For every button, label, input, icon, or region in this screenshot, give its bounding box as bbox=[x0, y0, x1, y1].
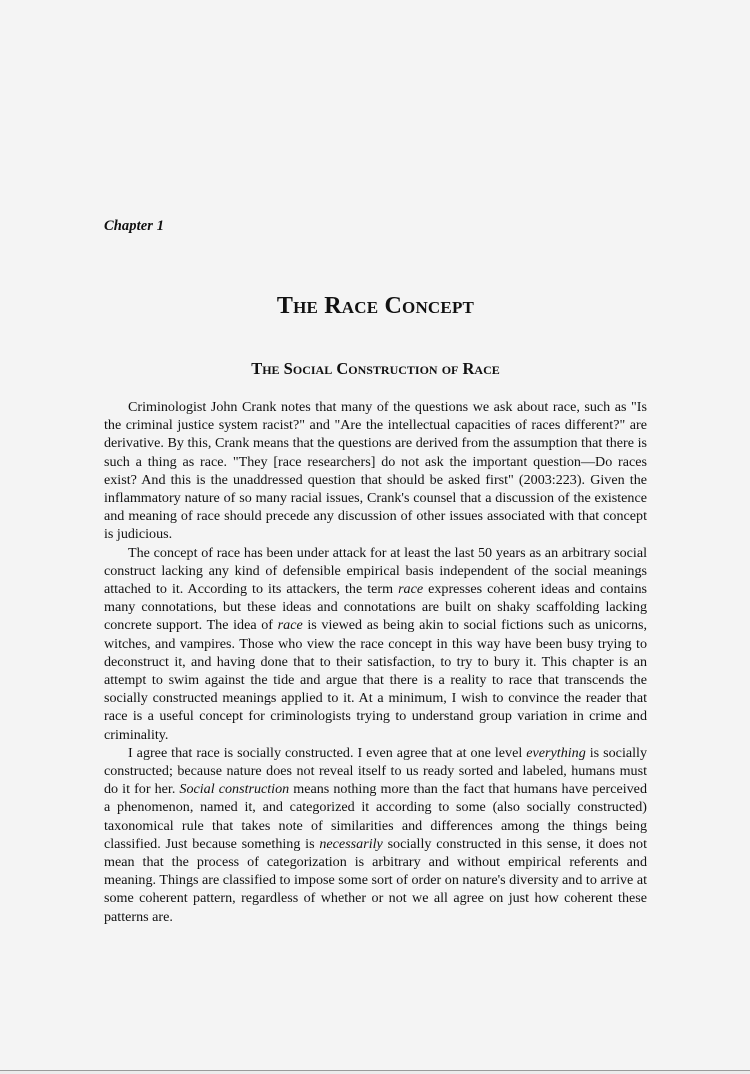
section-title: The Social Construction of Race bbox=[251, 359, 500, 378]
body-paragraph bbox=[104, 398, 647, 544]
italic-text-run: race bbox=[398, 581, 424, 598]
chapter-label: Chapter 1 bbox=[104, 218, 165, 234]
italic-text-run: necessarily bbox=[319, 835, 383, 852]
chapter-title: The Race Concept bbox=[276, 293, 475, 319]
text-run: I agree that race is socially constructed. I even agree that at one level bbox=[128, 744, 527, 761]
body-paragraph bbox=[104, 744, 647, 926]
body-paragraph bbox=[104, 544, 647, 744]
italic-text-run: race bbox=[277, 617, 303, 634]
text-run: means nothing more than the fact that humans have perceived a phenomenon, named it, and categorized it according to some (also socially constructed) taxonomical rule that takes note of similarities and differences among the things being classified. Just because something is bbox=[104, 781, 647, 852]
text-run: is viewed as being akin to social fictions such as unicorns, witches, and vampires. Those who view the race concept in this way have been busy trying to deconstruct it, and having done that to their satisfaction, to try to bury it. This chapter is an attempt to swim against the tide and argue that there is a reality to race that transcends the socially constructed meanings applied to it. At a minimum, I wish to convince the reader that race is a useful concept for criminologists trying to understand group variation in crime and criminality. bbox=[104, 617, 647, 743]
body-text bbox=[104, 398, 647, 926]
text-run: is socially constructed; because nature does not reveal itself to us ready sorted and labeled, humans must do it for her. bbox=[104, 744, 647, 798]
italic-text-run: everything bbox=[526, 744, 586, 761]
italic-text-run: Social construction bbox=[179, 781, 290, 798]
text-run: socially constructed in this sense, it does not mean that the process of categorization is arbitrary and without empirical referents and meaning. Things are classified to impose some sort of order on nature's diversity and to arrive at some coherent pattern, regardless of whether or not we all agree on just how coherent these patterns are. bbox=[104, 835, 647, 925]
text-run: Criminologist John Crank notes that many of the questions we ask about race, such as "Is the criminal justice system racist?" and "Are the intellectual capacities of races different?" are derivative. By this, Crank means that the questions are derived from the assumption that there is such a thing as race. "They [race researchers] do not ask the important question—Do races exist? And this is the unaddressed question that should be asked first" (2003:223). Given the inflammatory nature of so many racial issues, Crank's counsel that a discussion of the existence and meaning of race should precede any discussion of other issues associated with that concept is judicious. bbox=[104, 399, 647, 543]
text-run: The concept of race has been under attack for at least the last 50 years as an arbitrary social construct lacking any kind of defensible empirical basis independent of the social meanings attached to it. According to its attackers, the term bbox=[104, 544, 647, 598]
text-run: expresses coherent ideas and contains many connotations, but these ideas and connotations are built on shaky scaffolding lacking concrete support. The idea of bbox=[104, 581, 647, 634]
